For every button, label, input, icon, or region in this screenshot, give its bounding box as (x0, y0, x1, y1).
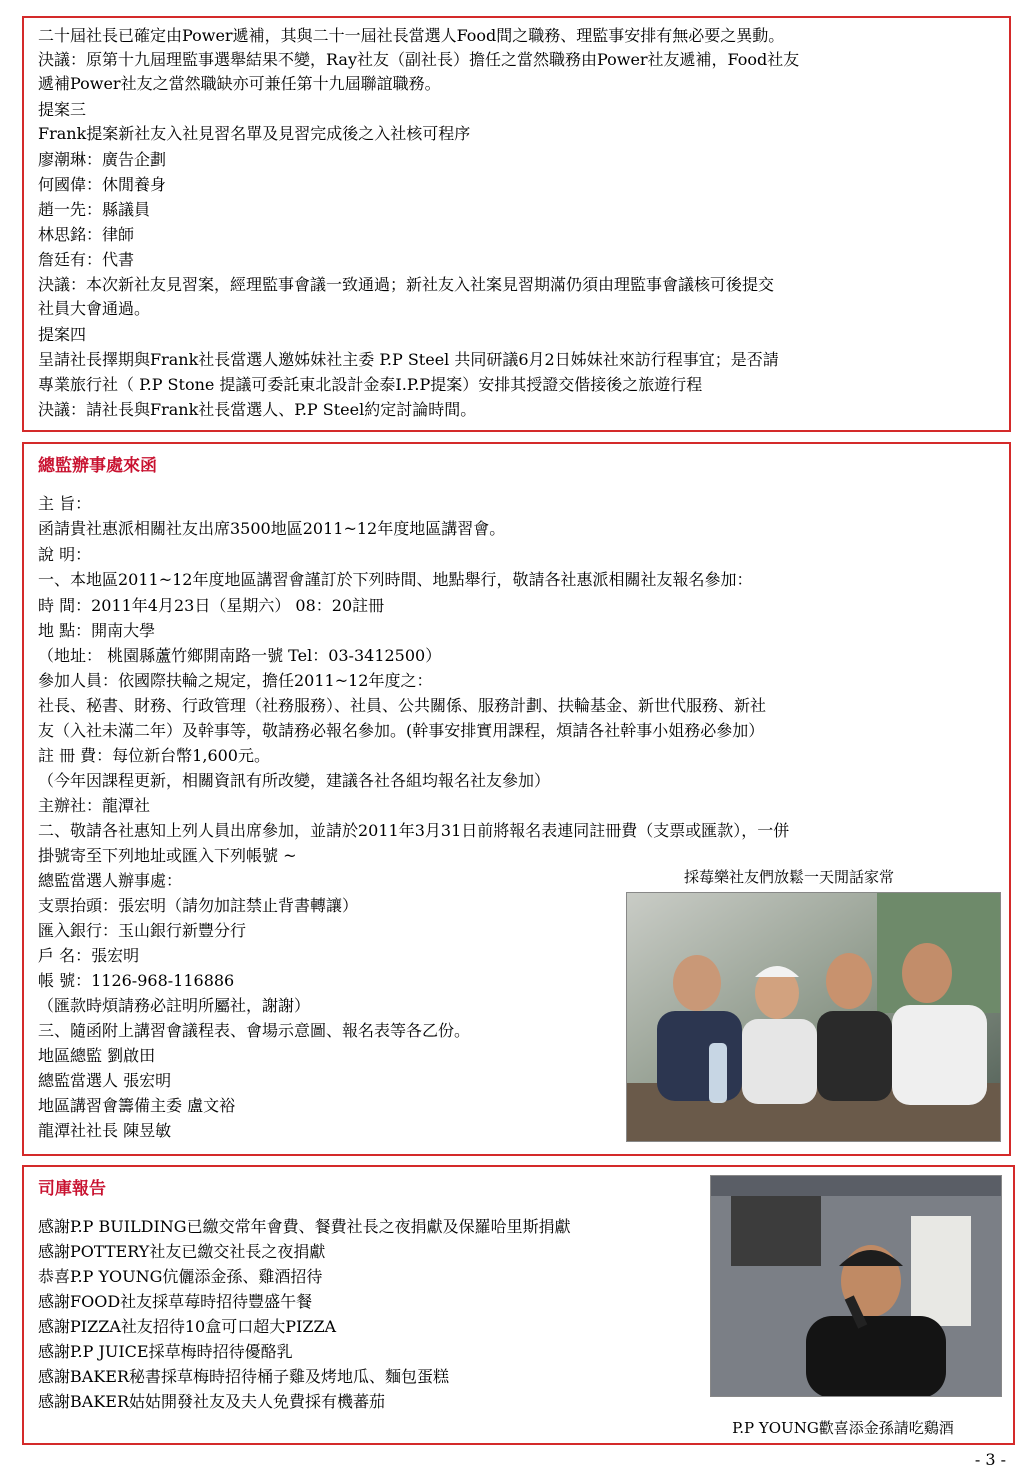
letter-line: 總監當選人 張宏明 (38, 1071, 172, 1090)
minutes-line: 決議：原第十九屆理監事選舉結果不變，Ray社友（副社長）擔任之當然職務由Power社友遞補，Food社友 (38, 50, 800, 69)
treasurer-line: 感謝BAKER姑姑開發社友及夫人免費採有機蕃茄 (38, 1392, 385, 1411)
letter-line: 時 間：2011年4月23日（星期六） 08：20註冊 (38, 596, 385, 615)
treasurer-line: 感謝P.P BUILDING已繳交常年會費、餐費社長之夜捐獻及保羅哈里斯捐獻 (38, 1217, 571, 1236)
treasurer-line: 恭喜P.P YOUNG伉儷添金孫、雞酒招待 (38, 1267, 323, 1286)
minutes-line: 林思銘：律師 (38, 225, 135, 244)
letter-line: 社長、秘書、財務、行政管理（社務服務）、社員、公共關係、服務計劃、扶輪基金、新世代服務、新社 (38, 696, 767, 715)
letter-line: 地 點：開南大學 (38, 621, 156, 640)
treasurer-line: 感謝BAKER秘書採草梅時招待桶子雞及烤地瓜、麵包蛋糕 (38, 1367, 449, 1386)
letter-line: 友（入社未滿二年）及幹事等，敬請務必報名參加。(幹事安排實用課程，煩請各社幹事小姐務必參加） (38, 721, 765, 740)
photo-caption: P.P YOUNG歡喜添金孫請吃鷄酒 (732, 1419, 954, 1437)
treasurer-section (22, 1165, 1015, 1445)
minutes-line: 專業旅行社（ P.P Stone 提議可委託東北設計金泰I.P.P提案）安排其授證交偕接後之旅遊行程 (38, 375, 703, 394)
letter-line: 二、敬請各社惠知上列人員出席參加，並請於2011年3月31日前將報名表連同註冊費（支票或匯款），一併 (38, 821, 790, 840)
treasurer-line: 感謝P.P JUICE採草梅時招待優酪乳 (38, 1342, 293, 1361)
letter-line: （今年因課程更新，相關資訊有所改變，建議各社各組均報名社友參加） (38, 771, 551, 790)
letter-line: 總監當選人辦事處： (38, 871, 183, 890)
minutes-line: 二十屆社長已確定由Power遞補，其與二十一屆社長當選人Food間之職務、理監事安排有無必要之異動。 (38, 26, 785, 45)
governor-letter-section (22, 442, 1011, 1156)
letter-line: 一、本地區2011~12年度地區講習會謹訂於下列時間、地點舉行，敬請各社惠派相關社友報名參加： (38, 570, 753, 589)
letter-line: 匯入銀行：玉山銀行新豐分行 (38, 921, 247, 940)
minutes-line: 提案四 (38, 325, 87, 344)
minutes-line: 廖潮琳：廣告企劃 (38, 150, 167, 169)
treasurer-line: 感謝PIZZA社友招待10盒可口超大PIZZA (38, 1317, 337, 1336)
minutes-line: 提案三 (38, 100, 87, 119)
group-photo (626, 892, 1001, 1142)
minutes-section (22, 16, 1011, 432)
letter-line: 戶 名：張宏明 (38, 946, 140, 965)
letter-line: （匯款時煩請務必註明所屬社，謝謝） (38, 996, 311, 1015)
minutes-line: 遞補Power社友之當然職缺亦可兼任第十九屆聯誼職務。 (38, 74, 441, 93)
minutes-line: 社員大會通過。 (38, 299, 151, 318)
treasurer-line: 感謝POTTERY社友已繳交社長之夜捐獻 (38, 1242, 326, 1261)
letter-line: 地區總監 劉啟田 (38, 1046, 156, 1065)
letter-line: 主 旨： (38, 494, 92, 513)
letter-line: （地址： 桃園縣蘆竹鄉開南路一號 Tel：03-3412500） (38, 646, 442, 665)
singer-photo (710, 1175, 1002, 1397)
minutes-line: Frank提案新社友入社見習名單及見習完成後之入社核可程序 (38, 124, 471, 143)
minutes-line: 趙一先：縣議員 (38, 200, 151, 219)
letter-line: 掛號寄至下列地址或匯入下列帳號 ~ (38, 846, 297, 865)
letter-line: 主辦社：龍潭社 (38, 796, 151, 815)
letter-line: 帳 號：1126-968-116886 (38, 971, 235, 990)
letter-line: 地區講習會籌備主委 盧文裕 (38, 1096, 236, 1115)
letter-line: 說 明： (38, 545, 92, 564)
section-heading: 總監辦事處來函 (38, 456, 157, 476)
letter-line: 函請貴社惠派相關社友出席3500地區2011~12年度地區講習會。 (38, 519, 506, 538)
treasurer-line: 感謝FOOD社友採草莓時招待豐盛午餐 (38, 1292, 313, 1311)
group-photo-image (627, 893, 1001, 1142)
letter-line: 三、隨函附上講習會議程表、會場示意圖、報名表等各乙份。 (38, 1021, 471, 1040)
letter-line: 參加人員：依國際扶輪之規定，擔任2011~12年度之： (38, 671, 433, 690)
page-number: - 3 - (974, 1450, 1006, 1469)
minutes-line: 何國偉：休閒養身 (38, 175, 167, 194)
letter-line: 支票抬頭：張宏明（請勿加註禁止背書轉讓） (38, 896, 359, 915)
minutes-line: 詹廷有：代書 (38, 250, 135, 269)
minutes-line: 決議：請社長與Frank社長當選人、P.P Steel約定討論時間。 (38, 400, 477, 419)
section-heading: 司庫報告 (38, 1179, 106, 1199)
letter-line: 龍潭社社長 陳昱敏 (38, 1121, 172, 1140)
singer-photo-image (711, 1176, 1002, 1397)
photo-caption: 採莓樂社友們放鬆一天閒話家常 (684, 868, 895, 886)
minutes-line: 決議：本次新社友見習案，經理監事會議一致通過；新社友入社案見習期滿仍須由理監事會議核可後提交 (38, 275, 775, 294)
minutes-line: 呈請社長擇期與Frank社長當選人邀姊妹社主委 P.P Steel 共同研議6月2日姊妹社來訪行程事宜；是否請 (38, 350, 779, 369)
letter-line: 註 冊 費：每位新台幣1,600元。 (38, 746, 270, 765)
